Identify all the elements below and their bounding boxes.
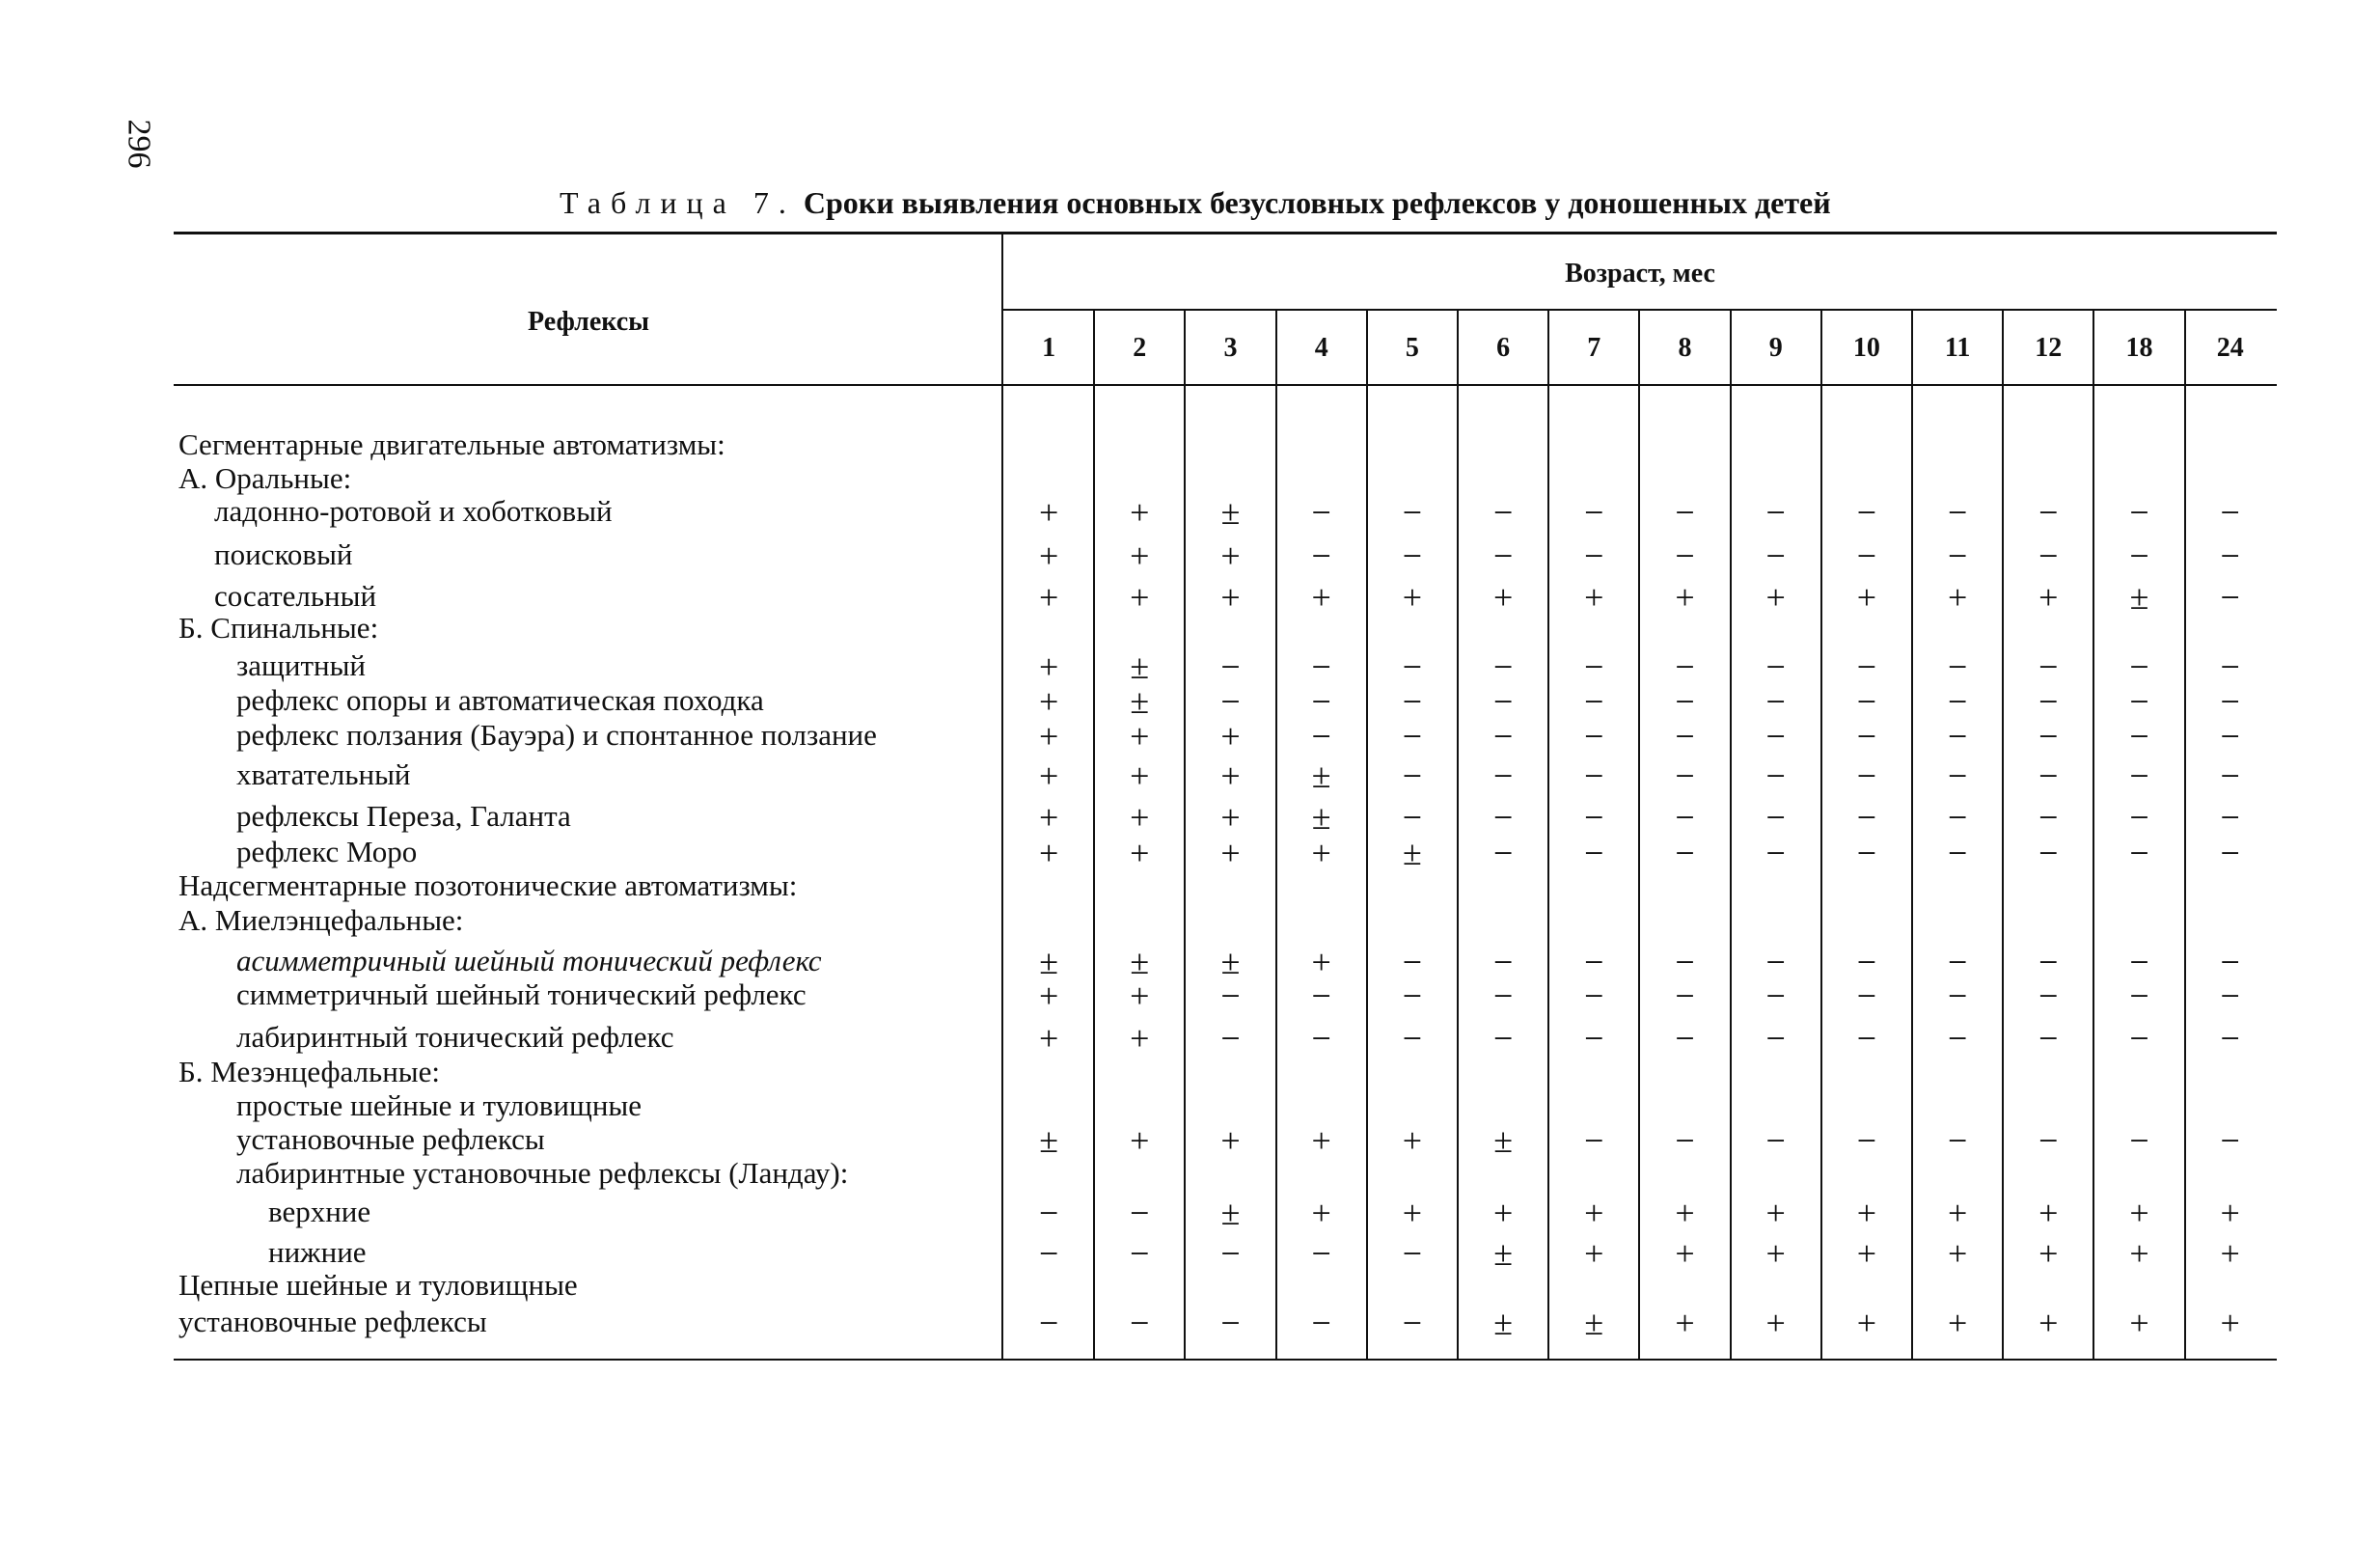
- table-cell: −: [1584, 682, 1604, 721]
- table-cell: −: [1947, 798, 1968, 837]
- table-cell: −: [2220, 756, 2240, 795]
- table-cell: +: [1765, 578, 1786, 617]
- table-cell: ±: [1220, 1194, 1241, 1232]
- table-cell: −: [2129, 717, 2149, 756]
- table-cell: +: [2038, 578, 2059, 617]
- table-cell: −: [1492, 1019, 1514, 1058]
- table-cell: −: [1765, 682, 1786, 721]
- table-cell: −: [2038, 682, 2059, 721]
- table-cell: +: [1130, 717, 1150, 756]
- table-cell: ±: [1403, 834, 1422, 872]
- table-cell: −: [1765, 536, 1786, 575]
- table-cell: +: [1220, 1121, 1241, 1160]
- table-cell: +: [1311, 1194, 1331, 1232]
- table-cell: −: [2220, 717, 2240, 756]
- table-cell: −: [1856, 1019, 1877, 1058]
- row-label: Сегментарные двигательные автоматизмы:: [178, 427, 725, 461]
- table-cell: −: [1765, 1121, 1786, 1160]
- row-label: установочные рефлексы: [178, 1305, 487, 1338]
- table-cell: −: [2129, 798, 2149, 837]
- table-cell: −: [1675, 1121, 1695, 1160]
- table-cell: ±: [1311, 798, 1331, 837]
- table-cell: +: [1765, 1304, 1786, 1342]
- row-label: сосательный: [214, 579, 377, 613]
- table-cell: −: [1947, 1019, 1968, 1058]
- table-label: Таблица 7.: [560, 185, 796, 220]
- table-cell: +: [1765, 1194, 1786, 1232]
- table-cell: ±: [1493, 1121, 1513, 1160]
- table-cell: −: [1130, 1234, 1150, 1273]
- table-cell: +: [1856, 1234, 1877, 1273]
- table-cell: −: [1856, 756, 1877, 795]
- table-cell: −: [1675, 756, 1695, 795]
- table-cell: +: [1947, 578, 1968, 617]
- table-cell: +: [1947, 1194, 1968, 1232]
- table-cell: +: [1220, 536, 1241, 575]
- table-cell: ±: [2129, 578, 2149, 617]
- table-cell: −: [1311, 1019, 1331, 1058]
- table-cell: −: [1311, 647, 1331, 686]
- table-cell: −: [1492, 798, 1514, 837]
- table-cell: −: [1584, 493, 1604, 532]
- table-cell: −: [1584, 756, 1604, 795]
- month-header-18: 18: [2125, 333, 2153, 363]
- table-cell: +: [1311, 1121, 1331, 1160]
- age-column-header: Возраст, мес: [1565, 259, 1715, 289]
- table-cell: +: [1856, 1304, 1877, 1342]
- table-cell: −: [2129, 756, 2149, 795]
- table-cell: −: [2220, 1121, 2240, 1160]
- table-cell: −: [1765, 756, 1786, 795]
- row-label: хватательный: [236, 757, 411, 791]
- table-cell: −: [2038, 493, 2059, 532]
- table-cell: −: [1220, 977, 1241, 1015]
- table-cell: −: [1402, 798, 1423, 837]
- table-cell: −: [1584, 1121, 1604, 1160]
- table-cell: +: [1220, 834, 1241, 872]
- table-cell: −: [1311, 717, 1331, 756]
- table-cell: −: [2220, 647, 2240, 686]
- row-label: нижние: [268, 1235, 367, 1269]
- table-cell: −: [1492, 682, 1514, 721]
- table-cell: +: [1220, 798, 1241, 837]
- row-label: ладонно-ротовой и хоботковый: [214, 494, 613, 528]
- table-cell: +: [2220, 1304, 2240, 1342]
- row-label: Б. Мезэнцефальные:: [178, 1055, 440, 1088]
- table-cell: −: [1402, 717, 1423, 756]
- table-cell: −: [1492, 834, 1514, 872]
- table-cell: −: [1220, 1234, 1241, 1273]
- row-label: А. Оральные:: [178, 461, 352, 495]
- table-cell: −: [1856, 1121, 1877, 1160]
- table-cell: −: [1220, 1019, 1241, 1058]
- table-cell: +: [1584, 578, 1604, 617]
- table-cell: +: [1311, 578, 1331, 617]
- table-cell: −: [1038, 1194, 1059, 1232]
- table-cell: −: [2038, 834, 2059, 872]
- month-header-5: 5: [1405, 333, 1419, 363]
- table-cell: −: [1402, 1234, 1423, 1273]
- table-cell: −: [1947, 717, 1968, 756]
- table-cell: −: [1492, 536, 1514, 575]
- table-cell: −: [1675, 798, 1695, 837]
- table-cell: −: [1765, 717, 1786, 756]
- table-cell: −: [1492, 756, 1514, 795]
- reflex-column-header: Рефлексы: [527, 307, 650, 337]
- table-cell: −: [2129, 682, 2149, 721]
- table-cell: −: [1584, 647, 1604, 686]
- table-cell: −: [1947, 536, 1968, 575]
- table-cell: −: [2129, 1121, 2149, 1160]
- table-cell: +: [2220, 1194, 2240, 1232]
- row-label: А. Миелэнцефальные:: [178, 903, 464, 937]
- row-label: асимметричный шейный тонический рефлекс: [236, 944, 822, 977]
- table-cell: +: [2038, 1304, 2059, 1342]
- table-cell: −: [1765, 943, 1786, 981]
- month-header-9: 9: [1768, 333, 1783, 363]
- table-cell: +: [1130, 834, 1150, 872]
- reflex-column-divider: [1001, 232, 1003, 1361]
- row-label: Б. Спинальные:: [178, 611, 379, 645]
- table-cell: +: [1856, 1194, 1877, 1232]
- table-cell: −: [2220, 977, 2240, 1015]
- table-cell: −: [1856, 493, 1877, 532]
- table-cell: −: [1947, 647, 1968, 686]
- month-header-11: 11: [1944, 333, 1971, 363]
- table-cell: +: [1038, 1019, 1059, 1058]
- table-title-text: Сроки выявления основных безусловных рефлексов у доношенных детей: [803, 185, 1831, 220]
- header-bottom-rule: [174, 384, 2277, 386]
- month-header-1: 1: [1042, 333, 1056, 363]
- table-cell: −: [1220, 682, 1241, 721]
- table-cell: −: [2220, 682, 2240, 721]
- table-cell: +: [1675, 578, 1695, 617]
- table-cell: +: [1038, 717, 1059, 756]
- table-cell: ±: [1584, 1304, 1604, 1342]
- month-header-7: 7: [1587, 333, 1601, 363]
- row-label: защитный: [236, 648, 367, 682]
- table-cell: −: [1584, 834, 1604, 872]
- table-cell: −: [1402, 647, 1423, 686]
- table-cell: −: [2129, 647, 2149, 686]
- row-label: рефлекс ползания (Бауэра) и спонтанное ползание: [236, 718, 877, 752]
- table-cell: ±: [1493, 1304, 1513, 1342]
- table-cell: +: [2129, 1234, 2149, 1273]
- table-cell: −: [1038, 1304, 1059, 1342]
- row-label: поисковый: [214, 537, 353, 571]
- table-title: [560, 185, 1831, 221]
- row-label: симметричный шейный тонический рефлекс: [236, 977, 807, 1011]
- table-cell: −: [1947, 943, 1968, 981]
- table-cell: −: [1038, 1234, 1059, 1273]
- table-cell: +: [1584, 1234, 1604, 1273]
- row-label: лабиринтный тонический рефлекс: [236, 1020, 674, 1054]
- table-cell: −: [1675, 682, 1695, 721]
- table-cell: +: [1038, 834, 1059, 872]
- table-cell: −: [1311, 493, 1331, 532]
- table-cell: +: [1311, 943, 1331, 981]
- table-cell: −: [2038, 798, 2059, 837]
- table-cell: −: [2129, 493, 2149, 532]
- table-cell: −: [1311, 682, 1331, 721]
- table-cell: −: [2220, 493, 2240, 532]
- table-cell: ±: [1130, 647, 1150, 686]
- row-label: рефлекс Моро: [236, 835, 418, 868]
- table-cell: +: [1130, 1121, 1150, 1160]
- table-cell: −: [2220, 798, 2240, 837]
- table-cell: −: [1947, 1121, 1968, 1160]
- month-header-8: 8: [1678, 333, 1692, 363]
- month-header-24: 24: [2216, 333, 2244, 363]
- table-cell: −: [1856, 834, 1877, 872]
- table-cell: −: [1765, 834, 1786, 872]
- table-cell: +: [1038, 647, 1059, 686]
- table-cell: −: [2038, 943, 2059, 981]
- table-cell: −: [1856, 943, 1877, 981]
- table-cell: +: [1675, 1304, 1695, 1342]
- table-cell: +: [1402, 1194, 1423, 1232]
- table-cell: +: [1402, 578, 1423, 617]
- table-cell: +: [1492, 1194, 1514, 1232]
- table-cell: −: [2038, 1121, 2059, 1160]
- table-cell: −: [1584, 1019, 1604, 1058]
- table-cell: ±: [1311, 756, 1331, 795]
- month-header-4: 4: [1314, 333, 1328, 363]
- table-cell: ±: [1220, 493, 1241, 532]
- table-cell: +: [1220, 578, 1241, 617]
- row-label: верхние: [268, 1195, 371, 1228]
- table-cell: −: [2220, 578, 2240, 617]
- table-cell: −: [2129, 536, 2149, 575]
- table-cell: ±: [1130, 943, 1150, 981]
- table-cell: ±: [1039, 1121, 1058, 1160]
- table-cell: −: [1675, 943, 1695, 981]
- table-cell: +: [1856, 578, 1877, 617]
- table-cell: +: [1130, 536, 1150, 575]
- table-cell: −: [1311, 1234, 1331, 1273]
- table-cell: ±: [1130, 682, 1150, 721]
- table-cell: ±: [1039, 943, 1058, 981]
- table-cell: −: [2220, 1019, 2240, 1058]
- table-cell: −: [1765, 977, 1786, 1015]
- table-cell: −: [2038, 977, 2059, 1015]
- table-cell: +: [2038, 1194, 2059, 1232]
- table-cell: −: [1675, 834, 1695, 872]
- table-cell: +: [1675, 1194, 1695, 1232]
- table-cell: +: [1130, 493, 1150, 532]
- table-cell: −: [1765, 798, 1786, 837]
- table-cell: +: [1947, 1304, 1968, 1342]
- table-cell: −: [1856, 717, 1877, 756]
- table-cell: −: [2129, 977, 2149, 1015]
- table-cell: ±: [1220, 943, 1241, 981]
- month-header-12: 12: [2035, 333, 2063, 363]
- row-label: Надсегментарные позотонические автоматизмы:: [178, 868, 798, 902]
- table-cell: −: [1492, 943, 1514, 981]
- table-cell: ±: [1493, 1234, 1513, 1273]
- table-cell: −: [2129, 1019, 2149, 1058]
- table-cell: −: [1584, 717, 1604, 756]
- table-cell: −: [1402, 756, 1423, 795]
- table-cell: −: [1947, 493, 1968, 532]
- table-cell: −: [1311, 1304, 1331, 1342]
- top-rule: [174, 232, 2277, 234]
- table-cell: −: [1492, 977, 1514, 1015]
- table-cell: +: [2038, 1234, 2059, 1273]
- table-cell: −: [1675, 1019, 1695, 1058]
- table-cell: −: [1311, 536, 1331, 575]
- table-cell: −: [1130, 1304, 1150, 1342]
- table-cell: −: [1584, 536, 1604, 575]
- table-cell: −: [2220, 943, 2240, 981]
- row-label: лабиринтные установочные рефлексы (Ландау):: [236, 1156, 849, 1190]
- table-cell: −: [1856, 798, 1877, 837]
- table-cell: +: [1492, 578, 1514, 617]
- table-cell: +: [1584, 1194, 1604, 1232]
- table-cell: +: [1947, 1234, 1968, 1273]
- table-cell: +: [1311, 834, 1331, 872]
- month-header-3: 3: [1223, 333, 1238, 363]
- month-header-10: 10: [1852, 333, 1880, 363]
- table-cell: +: [1402, 1121, 1423, 1160]
- table-cell: −: [1220, 647, 1241, 686]
- table-cell: +: [1220, 717, 1241, 756]
- table-cell: +: [1038, 493, 1059, 532]
- table-cell: −: [1311, 977, 1331, 1015]
- table-cell: −: [1856, 536, 1877, 575]
- table-cell: +: [1038, 578, 1059, 617]
- table-cell: −: [1584, 943, 1604, 981]
- table-cell: +: [1130, 977, 1150, 1015]
- table-cell: −: [1584, 977, 1604, 1015]
- row-label: установочные рефлексы: [236, 1122, 545, 1156]
- table-cell: −: [1856, 682, 1877, 721]
- table-cell: −: [1947, 834, 1968, 872]
- table-cell: −: [2220, 834, 2240, 872]
- table-cell: +: [2129, 1194, 2149, 1232]
- table-cell: −: [1856, 647, 1877, 686]
- table-cell: −: [1402, 1304, 1423, 1342]
- table-cell: −: [1675, 977, 1695, 1015]
- table-cell: +: [1130, 1019, 1150, 1058]
- table-cell: −: [1675, 493, 1695, 532]
- table-cell: +: [1038, 798, 1059, 837]
- table-cell: −: [1402, 536, 1423, 575]
- table-cell: −: [2038, 756, 2059, 795]
- table-cell: −: [1675, 536, 1695, 575]
- table-cell: +: [1675, 1234, 1695, 1273]
- month-header-2: 2: [1133, 333, 1147, 363]
- row-label: рефлексы Переза, Галанта: [236, 799, 571, 833]
- table-cell: −: [2129, 943, 2149, 981]
- table-cell: +: [1130, 798, 1150, 837]
- table-cell: −: [2038, 717, 2059, 756]
- table-cell: −: [1402, 977, 1423, 1015]
- table-cell: −: [1492, 493, 1514, 532]
- table-cell: −: [1765, 647, 1786, 686]
- table-cell: +: [1765, 1234, 1786, 1273]
- row-label: Цепные шейные и туловищные: [178, 1268, 578, 1302]
- table-cell: +: [1038, 756, 1059, 795]
- table-cell: −: [2038, 1019, 2059, 1058]
- table-cell: −: [1402, 943, 1423, 981]
- table-cell: −: [2220, 536, 2240, 575]
- table-cell: −: [1947, 977, 1968, 1015]
- table-cell: +: [1038, 536, 1059, 575]
- table-cell: −: [1402, 493, 1423, 532]
- table-cell: −: [1220, 1304, 1241, 1342]
- month-header-6: 6: [1496, 333, 1511, 363]
- table-cell: −: [1947, 682, 1968, 721]
- table-cell: −: [1856, 977, 1877, 1015]
- table-cell: −: [1947, 756, 1968, 795]
- table-cell: +: [1038, 682, 1059, 721]
- table-cell: −: [1402, 682, 1423, 721]
- table-cell: −: [2129, 834, 2149, 872]
- row-label: простые шейные и туловищные: [236, 1088, 643, 1122]
- table-cell: +: [2220, 1234, 2240, 1273]
- table-cell: +: [1220, 756, 1241, 795]
- row-label: рефлекс опоры и автоматическая походка: [236, 683, 764, 717]
- table-cell: −: [1765, 493, 1786, 532]
- table-cell: −: [1765, 1019, 1786, 1058]
- table-cell: −: [2038, 536, 2059, 575]
- bottom-rule: [174, 1359, 2277, 1361]
- table-cell: −: [2038, 647, 2059, 686]
- table-cell: −: [1492, 717, 1514, 756]
- table-cell: +: [2129, 1304, 2149, 1342]
- table-cell: +: [1130, 756, 1150, 795]
- table-cell: +: [1130, 578, 1150, 617]
- table-cell: −: [1402, 1019, 1423, 1058]
- table-cell: +: [1038, 977, 1059, 1015]
- table-cell: −: [1675, 717, 1695, 756]
- table-cell: −: [1130, 1194, 1150, 1232]
- table-cell: −: [1675, 647, 1695, 686]
- table-cell: −: [1584, 798, 1604, 837]
- page-number: 296: [121, 119, 157, 169]
- table-cell: −: [1492, 647, 1514, 686]
